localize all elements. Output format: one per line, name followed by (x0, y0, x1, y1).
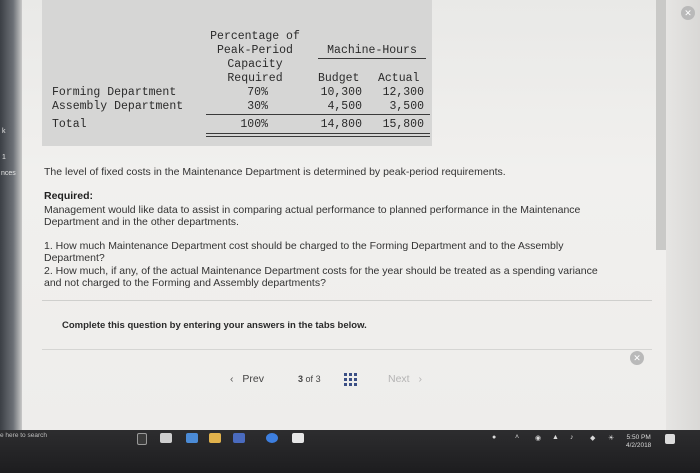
row-budget-total: 14,800 (320, 118, 362, 131)
fixed-costs-note: The level of fixed costs in the Maintenance Department is determined by peak-period requirements. (44, 166, 506, 178)
row-pct-forming: 70% (247, 86, 268, 99)
notifications-icon[interactable] (665, 434, 675, 444)
next-label: Next (388, 373, 410, 385)
header-actual: Actual (378, 72, 420, 85)
file-explorer-icon[interactable] (209, 433, 221, 443)
chevron-left-icon: ‹ (230, 373, 234, 385)
sidebar-label[interactable]: nces (1, 170, 16, 177)
chrome-icon[interactable] (266, 433, 278, 443)
question-2-line2: and not charged to the Forming and Assembly departments? (44, 277, 326, 289)
row-pct-assembly: 30% (247, 100, 268, 113)
volume-icon[interactable]: ♪ (570, 434, 574, 441)
dropbox-icon[interactable]: ◆ (590, 435, 596, 442)
question-1-line1: 1. How much Maintenance Department cost should be charged to the Forming Department and to the Assembly (44, 240, 564, 252)
sidebar-tick-mid: 1 (2, 154, 6, 161)
next-button[interactable] (388, 373, 422, 385)
edge-browser-icon[interactable] (186, 433, 198, 443)
page-total: 3 (315, 374, 321, 384)
page-indicator (298, 374, 321, 384)
search-placeholder: e here to search (0, 432, 47, 439)
task-view-icon[interactable] (160, 433, 172, 443)
total-top-rule (206, 114, 430, 115)
row-actual-total: 15,800 (382, 118, 424, 131)
left-sidebar-edge (0, 0, 22, 430)
total-double-rule-2 (206, 136, 430, 137)
row-budget-assembly: 4,500 (327, 100, 362, 113)
grid-menu-icon[interactable] (344, 373, 357, 386)
network-icon[interactable]: ◉ (535, 435, 542, 442)
question-2-line1: 2. How much, if any, of the actual Maintenance Department costs for the year should be treated as a spending variance (44, 265, 598, 277)
close-panel-icon[interactable]: ✕ (630, 351, 644, 365)
row-actual-forming: 12,300 (382, 86, 424, 99)
taskbar-search-input[interactable] (0, 432, 118, 442)
prev-label: Prev (242, 373, 265, 385)
wifi-icon[interactable]: ▲ (552, 434, 559, 441)
scrollbar-track[interactable] (666, 0, 700, 430)
row-label-total: Total (52, 118, 87, 131)
required-text-line2: Department and in the other departments. (44, 216, 239, 228)
chevron-right-icon: › (418, 373, 423, 385)
header-pct-line1: Percentage of (210, 30, 300, 43)
required-text-line1: Management would like data to assist in comparing actual performance to planned performance in the Maintenance (44, 204, 581, 216)
header-pct-line2: Peak-Period (217, 44, 293, 57)
sidebar-tick-top: k (2, 128, 6, 135)
header-pct-line3: Capacity (227, 58, 283, 71)
required-heading: Required: (44, 190, 94, 202)
app-icon[interactable] (292, 433, 304, 443)
question-1-line2: Department? (44, 252, 105, 264)
clock-time: 5:50 PM (626, 434, 651, 441)
section-divider (42, 300, 652, 301)
page-of: of (305, 374, 314, 384)
clock[interactable] (626, 434, 651, 450)
row-label-assembly: Assembly Department (52, 100, 184, 113)
scrollbar-thumb[interactable] (656, 0, 666, 250)
store-icon[interactable] (233, 433, 245, 443)
prev-button[interactable] (230, 373, 264, 385)
app-tray-icon[interactable]: ☀ (608, 435, 615, 442)
row-pct-total: 100% (240, 118, 268, 131)
people-icon[interactable]: ● (492, 434, 497, 441)
header-budget: Budget (318, 72, 360, 85)
page-current: 3 (298, 374, 304, 384)
header-machine-hours: Machine-Hours (327, 44, 417, 57)
section-divider-2 (42, 349, 652, 350)
chevron-up-icon[interactable]: ˄ (515, 434, 520, 441)
row-budget-forming: 10,300 (320, 86, 362, 99)
row-label-forming: Forming Department (52, 86, 177, 99)
header-pct-line4: Required (227, 72, 283, 85)
header-underline (318, 58, 426, 59)
instruction-text: Complete this question by entering your answers in the tabs below. (62, 320, 367, 331)
microphone-icon[interactable] (137, 433, 147, 445)
clock-date: 4/2/2018 (626, 442, 652, 449)
total-double-rule-1 (206, 133, 430, 134)
close-icon[interactable]: ✕ (681, 6, 695, 20)
row-actual-assembly: 3,500 (389, 100, 424, 113)
